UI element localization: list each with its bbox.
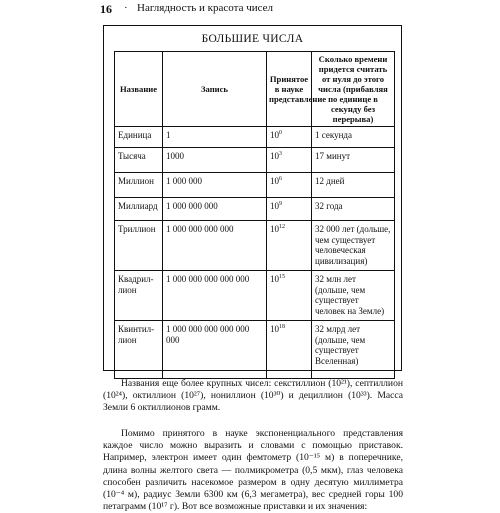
cell-name: Единица bbox=[115, 127, 163, 148]
cell-time: 32 млн лет (дольше, чем существует человек на Земле) bbox=[312, 271, 395, 321]
cell-time: 17 минут bbox=[312, 148, 395, 173]
table-row bbox=[115, 148, 395, 173]
table-header-row bbox=[115, 52, 395, 127]
cell-time: 1 секунда bbox=[312, 127, 395, 148]
table-row bbox=[115, 127, 395, 148]
power-exponent: 3 bbox=[279, 151, 282, 157]
power-exponent: 18 bbox=[279, 324, 285, 330]
cell-power: $10^0$ bbox=[267, 127, 312, 148]
column-header-scientific: Принятое в науке представление bbox=[267, 52, 312, 127]
cell-power: $10^6$ bbox=[267, 173, 312, 198]
page-number: 16 bbox=[100, 2, 112, 16]
column-header-time: Сколько времени придется считать от нуля до этого числа (прибавляя по единице в секунду без перерыва) bbox=[312, 52, 395, 127]
power-exponent: 15 bbox=[279, 274, 285, 280]
big-numbers-box bbox=[103, 25, 402, 371]
cell-notation: 1 000 000 000 bbox=[163, 198, 267, 221]
cell-name: Триллион bbox=[115, 221, 163, 271]
column-header-notation: Запись bbox=[163, 52, 267, 127]
table-row bbox=[115, 221, 395, 271]
cell-power: $10^{18}$ bbox=[267, 321, 312, 379]
cell-power: $10^9$ bbox=[267, 198, 312, 221]
cell-notation: 1 000 000 bbox=[163, 173, 267, 198]
cell-power: $10^3$ bbox=[267, 148, 312, 173]
table-row bbox=[115, 321, 395, 379]
table-row bbox=[115, 198, 395, 221]
cell-name: Квадрил-лион bbox=[115, 271, 163, 321]
cell-notation: 1 000 000 000 000 bbox=[163, 221, 267, 271]
cell-notation: 1 000 000 000 000 000 000 bbox=[163, 321, 267, 379]
cell-power: $10^{12}$ bbox=[267, 221, 312, 271]
running-title: Наглядность и красота чисел bbox=[137, 2, 274, 14]
cell-notation: 1 bbox=[163, 127, 267, 148]
cell-time: 32 года bbox=[312, 198, 395, 221]
cell-time: 32 млрд лет (дольше, чем существует Вселенная) bbox=[312, 321, 395, 379]
paragraph-larger-numbers: Названия еще более крупных чисел: секстиллион (10²¹), септиллион (10²⁴), октиллион (10²⁷), нониллион (10³⁰) и дециллион (10³³). Масса Земли 6 октиллионов грамм. bbox=[103, 378, 403, 414]
cell-notation: 1000 bbox=[163, 148, 267, 173]
cell-name: Миллиард bbox=[115, 198, 163, 221]
cell-power: $10^{15}$ bbox=[267, 271, 312, 321]
power-exponent: 0 bbox=[279, 130, 282, 136]
power-exponent: 12 bbox=[279, 224, 285, 230]
cell-name: Тысяча bbox=[115, 148, 163, 173]
paragraph-prefixes: Помимо принятого в науке экспоненциального представления каждое число можно выразить и словами с помощью приставок. Например, электрон имеет один фемтометр (10⁻¹⁵ м) в поперечнике, длина волны желтого света — полмикрометра (0,5 мкм), глаз человека способен различить насекомое размером в одну десятую миллиметра (10⁻⁴ м), радиус Земли 6300 км (6,3 мегаметра), вес средней горы 100 петаграмм (10¹⁷ г). Вот все возможные приставки и их значения: bbox=[103, 428, 403, 513]
cell-time: 12 дней bbox=[312, 173, 395, 198]
table-row bbox=[115, 173, 395, 198]
box-title: БОЛЬШИЕ ЧИСЛА bbox=[201, 33, 304, 45]
column-header-name: Название bbox=[115, 52, 163, 127]
cell-time: 32 000 лет (дольше, чем существует человеческая цивилизация) bbox=[312, 221, 395, 271]
cell-name: Квинтил-лион bbox=[115, 321, 163, 379]
header-separator: · bbox=[124, 2, 128, 14]
table-row bbox=[115, 271, 395, 321]
cell-notation: 1 000 000 000 000 000 bbox=[163, 271, 267, 321]
big-numbers-table bbox=[114, 51, 395, 379]
power-exponent: 6 bbox=[279, 176, 282, 182]
power-exponent: 9 bbox=[279, 201, 282, 207]
cell-name: Миллион bbox=[115, 173, 163, 198]
